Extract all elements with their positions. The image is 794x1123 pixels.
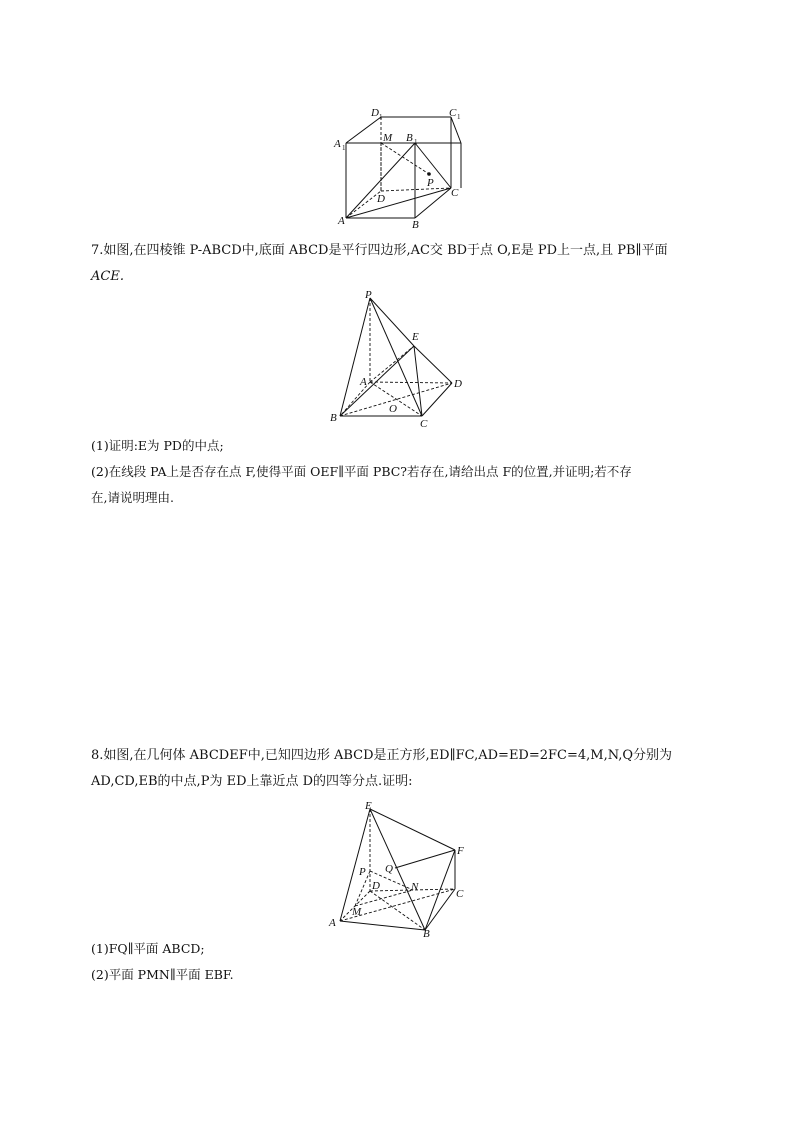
label-D: D (377, 193, 385, 205)
problem7-number: 7. (91, 243, 104, 258)
label-P: P (427, 177, 434, 189)
problem8-line1: 如图,在几何体 ABCDEF中,已知四边形 ABCD是正方形,ED∥FC,AD=ED=2FC=4,M,N,Q分别为 (103, 748, 673, 763)
label-C: C (451, 187, 459, 199)
label-A: A (360, 376, 367, 388)
problem8-parts (91, 936, 706, 988)
label-Q: Q (385, 863, 393, 875)
label-D1: D (371, 107, 379, 119)
problem7-part1: (1)证明:E为 PD的中点; (91, 438, 224, 453)
label-O: O (389, 403, 397, 415)
label-A: A (329, 917, 336, 929)
label-D: D (454, 378, 462, 390)
label-C: C (456, 888, 464, 900)
label-N: N (411, 881, 419, 893)
label-B: B (412, 219, 419, 230)
label-B: B (330, 412, 337, 424)
problem8-statement (91, 743, 706, 795)
label-A: A (338, 215, 345, 227)
label-F: F (457, 845, 464, 857)
label-B: B (423, 928, 430, 938)
label-P: P (359, 866, 366, 878)
label-A1: A (334, 138, 341, 150)
label-M: M (383, 132, 393, 144)
polyhedron-figure (325, 793, 475, 938)
problem7-statement (91, 238, 706, 290)
problem8-part2: (2)平面 PMN∥平面 EBF. (91, 967, 234, 982)
label-A1-sub: 1 (342, 144, 346, 152)
label-B1: B (406, 132, 413, 144)
label-M: M (352, 906, 362, 918)
label-B1-sub: 1 (414, 138, 418, 146)
label-E: E (365, 800, 372, 812)
pyramid-figure (325, 286, 470, 431)
label-P: P (365, 289, 372, 301)
cube-figure (325, 100, 475, 230)
problem8-number: 8. (91, 748, 104, 763)
problem7-line1: 如图,在四棱锥 P-ABCD中,底面 ABCD是平行四边形,AC交 BD于点 O,E是 PD上一点,且 PB∥平面 (103, 243, 668, 258)
label-D: D (372, 880, 380, 892)
label-D1-sub: 1 (379, 113, 383, 121)
problem7-line2: ACE. (91, 269, 124, 284)
problem7-parts (91, 433, 706, 511)
problem8-part1: (1)FQ∥平面 ABCD; (91, 941, 205, 956)
label-E: E (412, 331, 419, 343)
label-C: C (420, 418, 428, 430)
label-C1-sub: 1 (457, 113, 461, 121)
label-C1: C (449, 107, 457, 119)
problem7-part2-line2: 在,请说明理由. (91, 490, 174, 505)
problem7-part2-line1: (2)在线段 PA上是否存在点 F,使得平面 OEF∥平面 PBC?若存在,请给出点 F的位置,并证明;若不存 (91, 464, 632, 479)
problem8-line2: AD,CD,EB的中点,P为 ED上靠近点 D的四等分点.证明: (91, 774, 413, 789)
